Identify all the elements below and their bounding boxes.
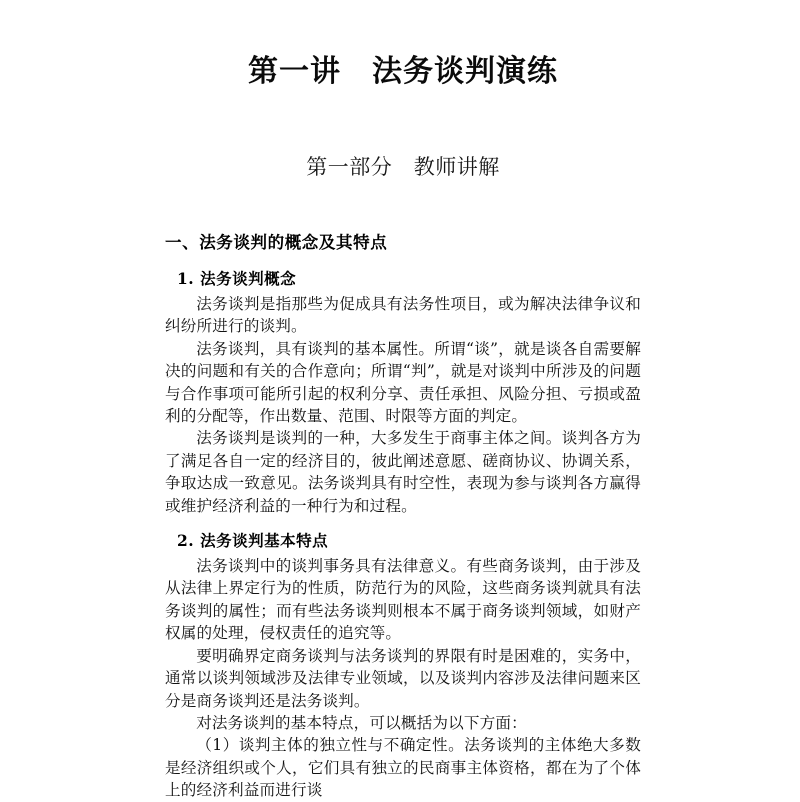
section-heading: 一、法务谈判的概念及其特点 bbox=[165, 233, 388, 252]
chapter-title: 第一讲 法务谈判演练 bbox=[248, 54, 558, 89]
paragraph: 法务谈判是指那些为促成具有法务性项目，或为解决法律争议和纠纷所进行的谈判。 bbox=[165, 295, 641, 336]
paragraph: 对法务谈判的基本特点，可以概括为以下方面： bbox=[196, 713, 527, 732]
paragraph: 法务谈判是谈判的一种，大多发生于商事主体之间。谈判各方为了满足各自一定的经济目的，彼此阐述意愿、磋商协议、协调关系，争取达成一致意见。法务谈判具有时空性，表现为参与谈判各方赢得或维护经济利益的一种行为和过程。 bbox=[165, 429, 641, 515]
subsection-number-1: 1. bbox=[177, 269, 195, 288]
subsection-title-1: 法务谈判概念 bbox=[200, 270, 297, 288]
page-content-column bbox=[165, 0, 641, 802]
subsection-heading-1 bbox=[165, 255, 641, 291]
subsection-title-2: 法务谈判基本特点 bbox=[200, 532, 329, 551]
paragraph: 要明确界定商务谈判与法务谈判的界限有时是困难的，实务中，通常以谈判领域涉及法律专业领域，以及谈判内容涉及法律问题来区分是商务谈判还是法务谈判。 bbox=[165, 646, 641, 710]
paragraph: 法务谈判，具有谈判的基本属性。所谓“谈”，就是谈各自需要解决的问题和有关的合作意向；所谓“判”，就是对谈判中所涉及的问题与合作事项可能所引起的权利分享、责任承担、风险分担、亏损或盈利的分配等，作出数量、范围、时限等方面的判定。 bbox=[165, 339, 641, 426]
part-title: 第一部分 教师讲解 bbox=[306, 155, 500, 179]
paragraph: 法务谈判中的谈判事务具有法律意义。有些商务谈判，由于涉及从法律上界定行为的性质，防范行为的风险，这些商务谈判就具有法务谈判的属性；而有些法务谈判则根本不属于商务谈判领域，如财产权属的处理，侵权责任的追究等。 bbox=[165, 557, 641, 643]
paragraph: （1）谈判主体的独立性与不确定性。法务谈判的主体绝大多数是经济组织或个人，它们具有独立的民商事主体资格，都在为了个体上的经济利益而进行谈 bbox=[165, 736, 641, 800]
subsection-number-2: 2. bbox=[177, 531, 195, 551]
subsection-heading-2 bbox=[165, 517, 641, 553]
